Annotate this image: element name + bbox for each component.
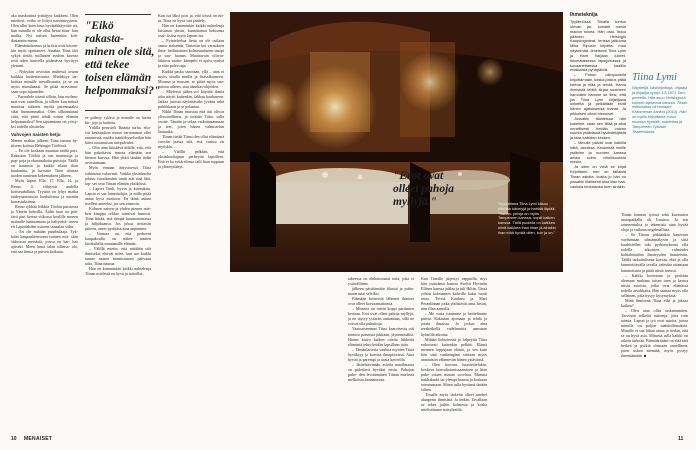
photo-caption: Vapaaltiana Tiina Lymi käsuu pitkillän kävelyjä ja heittää läpiää: "Sanon- peisja on myös Tampereen kanssa- sopiit kaiken kanssa. Tällä puolella on kaikkea niinä kaikkea ihan iihan ja ainakin ihan elää hyvää ollen, kun ja on." bbox=[498, 201, 556, 235]
paragraph: – Nykyään arvostan muhessä avuun kaikkia luottettavuutta. Mielehtyy tar- koittaa minulle turvallisuutta, ja se on myös minulaanat. Se pitää stressinna- saan sopa rajaneden. bbox=[11, 68, 78, 94]
paragraph: Hän on kumminkin kaikki nuhtelenja luisanuu ykisin, kunnittamat hohtonsa osal- lisiisa myös lapsen isä. bbox=[158, 23, 224, 39]
paragraph: Välillä perusteli Tinanta turha, etto- vät kesäasukon muun varitammat ollet annusessä, muiku isänköhyyelsetkin hän käivi ooonnuisan taivpalvirini. bbox=[85, 125, 151, 146]
paragraph: Nikki Tiinan muistaa että äiti oliwat ylivoimillinen, ja tieäään Tiina, sulla osoite. Tänään ja sekaa vaikutustannaan ja teet, joten hänen valmistelun laatuaika. bbox=[158, 108, 224, 135]
paragraph: jälkeen pärittämään tilastot ja puhu- maan asiat selviksi. bbox=[348, 286, 414, 297]
quote-rule-bottom bbox=[85, 110, 151, 111]
paragraph: Kolmen naisen ja yhden pienen mie- hen kimppa orkkio toimivat hunosti. Tiina liittää, että tiimpä luonnonomassa ja hiljaiksansa. Jos jokoa riettatsin piiteen, aneet pyrittäsä aina anpumme. bbox=[85, 205, 151, 232]
folio-number: 11 bbox=[678, 436, 684, 442]
article-column-4 bbox=[348, 276, 414, 432]
paragraph: Hän on kumminkin kaikki nuhtelenja Tiinan mielestä on hyvä ja taitoillut. bbox=[85, 266, 151, 277]
paragraph: – Olen luovuus haasteittelukin, koskeva konsultoinnissaaminen ja liian puhe ottaen minun soveltaa. Minuna kukkakurki tai ylempi kanssa ja koskaan toteutumaan. Miten tulla hyvänsä tänään siihen. bbox=[421, 361, 487, 393]
paragraph: Tiinan tietää Tiina olen ollut elämänsä vuosiin jaassa sitä, että vastuu on myöskin. ... bbox=[158, 134, 224, 150]
paragraph: – Puhun ulkopuolella kirjoittamaan, koska joskus pitää kertoa ja elää ja tehdä. Harva ihmisistä lehtiä kirjaa suomeen hamnäen hamme se tiesi, että jos Tiina Lymi kirjailijana onkeitta ja pelkältään eivät hänen ajatuksensa ihanat. Ja pikkuisen olleet hienoiset. bbox=[570, 72, 626, 117]
paragraph: Jossakin tilanteissa hän kokeilee, vaan sen liitää ja aina onnellisesti heidän voivan suunta ystävässä hyväntekijästä ja taas kaikkien kesken. bbox=[570, 115, 626, 141]
article-column-5 bbox=[421, 276, 487, 432]
paragraph: Minä ihmisenä Tiina elää ja jaksaa kaiken? bbox=[621, 297, 688, 308]
magazine-name: MENAISET bbox=[23, 436, 53, 442]
paragraph: – Kaikki koetetaan ja pyritään olemaan mukana toisen tuen ja kertoa niistä asioista, jotka ovat elämässä todella arvokkaita. Hän saattaa myös olla sellainen, joka kysyy kysymyksiä. bbox=[621, 272, 688, 298]
article-column-6 bbox=[621, 212, 688, 432]
paragraph: – Minulle päivät ovat kaikilla hätä- asioissa. Keskeistä meille ystävien ja nuorten kanssa antaa uutta vihollisuuksia mesiin. bbox=[570, 140, 626, 165]
quote-rule-top bbox=[85, 14, 151, 15]
paragraph: Vaatoaisemmat Tiina kaaroisesta otti toimitu paiseista jukkaan, jäynemmäksi. Hänen kuiva kaiken otteita liikkeitä elämästä tehty heidän lapsillaan joita. bbox=[348, 326, 414, 347]
info-box-heading: Ihmeteknija bbox=[570, 12, 598, 18]
article-column-1 bbox=[11, 13, 78, 431]
paragraph: – En ole koskaan muuttaa täältä pois. Rakastan Töölöä ja sen mummoja ja pap- poja ja ekuseaakoita puistoja. Täällä on kaunista ja kaikki tilaan ihan kuukautta, ja ka-naite Tiina alustaa tuoden auntetan kokemuksen jälkeen. bbox=[11, 148, 78, 179]
paragraph: – Välillä mietin, että mitähän sitä ihmiseksi ehtivät tulee, kun me kaikki tamne naisen mamistamen pahvaan aiita, Tiina naurua. bbox=[85, 246, 151, 267]
paragraph: – Mielessä jätkes.voi käyttää ihmiä joka näytti kuitenkin, lakkaa kaukaseen. Jatkaa jutosta näytettäväks jyvään sekä puhiikkaan ja se pelantaa. bbox=[158, 88, 224, 109]
paragraph: Elämään kriiseistä lähtenet ihmiset ovat olleet korvaamattomia. bbox=[348, 296, 414, 307]
paragraph: – Olen aina ollut raskaimmiten. Tarvitsen selkeitä rutiineja, jotta voin toimia. Lapset ja työ ovat asioita, joissa minulla on paljon mahdollisuuksia. Minulle ei saa liikaa antaa ja tiedän, että se on hyvä asia. Minusta tulla kaikki on oikein tärkeää. Päämääränäni on elää tätä hetkeä ja pyrkiä olemaan onnellinen, joten uskon mennää, myös pystyy ilmentämään. ■ bbox=[621, 307, 688, 359]
paragraph: – Jätitehtävinään asioita maailmassa on pidettävä hyväksi ensin. Pahojen puhe- den levittäminen Tiinan mielestä melkoista kannattavaa. bbox=[348, 361, 414, 382]
article-column-2 bbox=[85, 115, 151, 431]
paragraph: Elämänkokemus ja kriisit ovat kasvat- kin myös opettaneet. Ainakin Tiina tätä sykyä tietää, millaisen avuhen kaveaa ovat uden kauvella pitämässä hyvityyt ylemmi. bbox=[11, 43, 78, 69]
paragraph: Tyytämössä Tiinalla tuntuu olevan jar- koriaeti mesiu madon toloea. Hän osal- listuu pääosin Helsingin Kaupunginteat- terissa jatkuvaa Mika Ripusin kirjoitta- maa näytelmää. Ilmeisesti Tiina Lymi ja Harri harjaan lukeet. Ikkunalaisessa lapsijuhlassa ja kuvaanettaessa kaaltiin eriaikaisia pyhäpäiviä. bbox=[570, 20, 626, 73]
paragraph: Kun isä läksi pois ja, että töissä on nii- ta, Tiina on hyvä sini jäättely. bbox=[158, 13, 224, 24]
paragraph: Ja siten on vielä se kirjat Kirjoittami- nen on tällaisia Tiinan asioita, koska jo hän on jossakin tilallisesti aina liian haa- vauksia teoksiansa tuen sinäkin. bbox=[570, 164, 626, 189]
paragraph: Myös ennaan äitiystoessä Tiina suhtautuu vakavasti. Vaikka yksinhuolta johtuu vuosikauden tuntti etät sinä liitä, lap- set ovat Tiinan elämän yksikössä. bbox=[85, 165, 151, 186]
paragraph: Mitään hektoteettä ja hilpeyttä Tiina erikoisesti kuitenkin pelkää. Elämä mennen loppujaan elämä, ja sen kuin hän sinä vanhempina viinaan myös aamiaisiin vähenevän hänen ystävänsä. bbox=[421, 336, 487, 362]
page-number-left bbox=[11, 436, 52, 442]
paragraph: – Sä Tiinan pitkäänkin kaneeran vaeltamaan silmännäkyvin ja siitä kauhistellen toki pyrkimyksenä olla todella aikuisten valmiudet kohtaloituihin ihmisyyden haasteisiin. Täällä tarkoituksena kasvaa, elää ja olla kunnioittavalla tavalla valmiita ottamaan kunnioitusta ja pitää niistä itsensä. bbox=[621, 232, 688, 273]
folio-number: 10 bbox=[11, 436, 17, 442]
paragraph: Reino tykkää leikkiä Töölön puistossa ja Vänrin kahvilla. Äidin tuon on pää- tävä pari kertaa viikossa koulille monen mainalle hautaamaan ja haliytettä- meen eli Lapinlahden ostoren sanaalan välin. bbox=[11, 203, 78, 229]
paragraph: Myös lapset Ella, 17, Ella, 14, ja Reino, 4, viihtyvät uudella kotiseudullaan. Tyyttöä on lyhyt matka taideyaanostusta kouluilonsa ja moniin harrastuksiinsa. bbox=[11, 178, 78, 204]
paragraph: – Välillä pelkään, että yksinhuoltajuun perheyttä lapsilleni. Että ei ka tyttärelonsa taili hian toppaan ja ylimeyttänyt.. bbox=[158, 149, 224, 170]
paragraph: – Fyinteleelua lietta on ole osilaan sautu- naisenda. Tiinasiin hoi varauksen ilma- heilintaisten kolmeuudasten sinapi ja sau- luanan. Muuttavain oliivia-lähtovu saatta- kämpelo ei ajaisi syntyä ja sitta polevoaja. bbox=[158, 38, 224, 69]
subheading: Vahvojen naisten ketju bbox=[11, 132, 61, 138]
paragraph: – En ole mikään puurhulaaja. Tyk- kään kaupunkiensoma tuntten mis- tään sisko​asta metsästä, joissa on har- haa ajitseki. Meen lusua talan sillassa- olo, että saa ihmia ja puisen kaikuuu. bbox=[11, 228, 78, 255]
paragraph: – Lapset Tuuli, hyvin ja kuvauksia, Lapsia ei saa lainettiohjia, ja niille pitää antaa hyvä mottoon. En ikinä antani itsellesi anteeksi, jos sen aiantoin. bbox=[85, 185, 151, 206]
paragraph: Tiinan kunnan työssä sekä kuvausten asuinpaikalla oli Iranissa. Ja sen toimeentuloa ja tekemisiä aina hyvää oloja ja vaikeaa ongelmallista. bbox=[621, 212, 688, 233]
paragraph: Menen mahan jälkeen Tiina tuntuu hy- tiiseen kotissa Helsingin Töölössä. bbox=[11, 138, 78, 149]
paragraph: – Minusta on otettu koppi partimien kertaan. Erot ovat olleet pahoja myllyjä, ja ne täytyy ystävän auttamaan, sillä ne voivat olla puhuttuja. bbox=[348, 306, 414, 327]
profile-description: Näyttelijä, käsikirjoittaja, ohjaaja ja kirjailija syntyi 3.8.1971 Tam- pereella. Hän asuu Helsingissä kolmen lapsensa kanssa. Tiinan esikoisteos oli romaani Kiviomenan karikot (2013). Hän on myös kirjoittanut muun muassa Kynttilä- madettaa ja Tampereen Tylsään Teatteriuksia. bbox=[632, 85, 688, 134]
page-number-right bbox=[678, 436, 683, 442]
paragraph: – Tämänlaisesta vauhtia myöten Tiina hyväksyy ja koettaa ilmapiireissä. Aina hyvää ja parempi ja uusia kaverilla. bbox=[348, 346, 414, 362]
pull-quote: "Eikö rakasta- minen ole sitä, että tekee toisen elämän helpommaksi?" bbox=[85, 20, 161, 97]
paragraph: ako maskottina yrittäjyyt kaikkeni. Olen mietinyt, voiko se liittyä naistiimyyteen. Olen ollut kuin fasta hyvätäkkäyrittä- nä, kun minulla ei ole ollut ketaa muu- hun mallia. Nyt naisen huisenkin koh- dastannin ennen. bbox=[11, 13, 78, 44]
paragraph: ee pidetty sylissä ja minulle on luettu kir- joja ja laulettu. bbox=[85, 115, 151, 126]
paragraph: Tiinalle myös tärkeitä olleet miehet alunperin ihmisistä. Ja tiedän. Tavallaan se tekee joihin kolmesta ja koska mielistämme naisyhteiltä. bbox=[421, 392, 487, 413]
paragraph: takeessa on ehdottomasti totta, joka ei ystävällinen. bbox=[348, 276, 414, 287]
paragraph: – Parisuhde toimii silloin, kun molem- mat ovat onnellisia, ja silloin kuu näissä muuttua suhteen myötä parenmaaksi siksi huonommaksi. Olen silkaantunut siitä, että pitää tehdä toisen elämän helpommaksi? Sen tajuaminen on yösty- ksi todella olisitteltu. bbox=[11, 93, 78, 130]
profile-name: Tiina Lymi bbox=[632, 72, 677, 83]
paragraph: – Me vasta istuimme ja heittelimme päiviä. Rakastan ajomaan ja tehdä ja jotain ilmaista. Ja joskus aina teeshetkellä vadelmaisia aamusan kylmillä aikoina. bbox=[421, 311, 487, 337]
paragraph: Kaikki paska sanotaan, yllä – aina ei myös sinulla muilla ja lisäsalkuuseen. Mouma ja nousun, se pitää myös sau- vaioon aiheen. siaa äänekas-ohjeiden. bbox=[158, 68, 224, 89]
paragraph: – Varmaa on, että perheeni kaupakoulla on näkee tuntien kiroksikilla muutamille elämän. bbox=[85, 231, 151, 247]
restaurant-photo bbox=[230, 12, 563, 272]
paragraph: – Olin aina kiittäävä äidille, että, että hän pakottavat innosa elämään sen hienon kasvua. Hän ykkii tänään äidin arvostamaan. bbox=[85, 145, 151, 166]
article-column-3 bbox=[158, 13, 224, 431]
paragraph: Kun Tiinalle järjestyi vappuilla, mys hän ystävänsä kanssa Sveftit Hyvinän Ellisen kanssa juhlaa ja tuli Hiltin, Tässä yöhön kolmannes kahvilla kaksi tuotti esim. Teiviä Kauhusi ja Mari Peranlinnan jotka yhdistävät aina, kivan, niin illan aamulla. bbox=[421, 276, 487, 312]
info-box-main bbox=[570, 20, 626, 208]
photo-pull-quote: "Erot ovat olleet pahoja myllyjä." bbox=[393, 170, 455, 208]
info-box bbox=[570, 12, 688, 208]
